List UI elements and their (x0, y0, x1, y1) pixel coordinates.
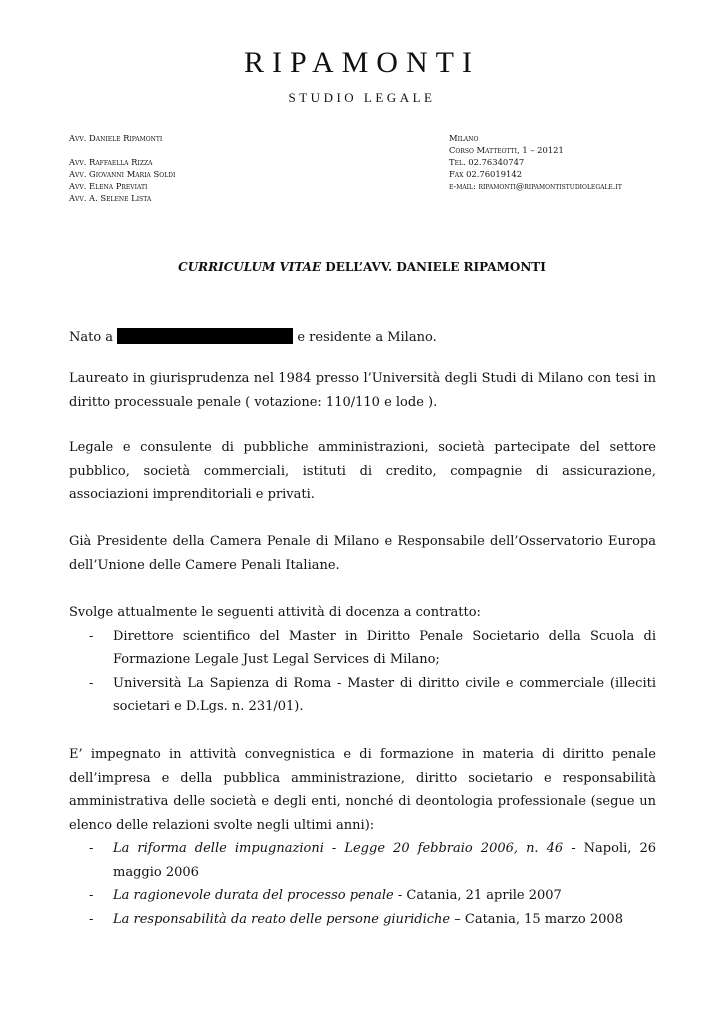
relazione-title: La responsabilità da reato delle persone giuridiche (113, 911, 451, 927)
relazione-sep: – (450, 911, 465, 927)
title-italic: CURRICULUM VITAE (178, 260, 322, 274)
paragraph-presidente: Già Presidente della Camera Penale di Milano e Responsabile dell’Osservatorio Europa dell’Unione delle Camere Penali Italiane. (69, 534, 656, 573)
paragraph-laurea: Laureato in giurisprudenza nel 1984 presso l’Università degli Studi di Milano con tesi in diritto processuale penale ( votazione: 110/110 e lode ). (69, 371, 656, 410)
office-city: Milano (449, 133, 479, 143)
lawyer-primary: Avv. Daniele Ripamonti (69, 133, 163, 143)
relazioni-list (69, 837, 656, 931)
title-rest: DELL’AVV. DANIELE RIPAMONTI (321, 260, 546, 274)
lawyer: Avv. Elena Previati (69, 181, 148, 191)
lawyer: Avv. Giovanni Maria Soldi (69, 169, 176, 179)
dash-bullet: - (89, 841, 94, 856)
list-item (69, 837, 656, 884)
dash-bullet: - (89, 675, 94, 691)
list-item-text: Università La Sapienza di Roma - Master di diritto civile e commerciale (illeciti societari e D.Lgs. n. 231/01). (113, 675, 656, 714)
lawyer: Avv. A. Selene Lista (69, 193, 152, 203)
office-fax: Fax 02.76019142 (449, 169, 523, 179)
firm-name: RIPAMONTI (244, 46, 480, 79)
relazione-detail: Catania, 21 aprile 2007 (406, 888, 562, 903)
paragraph-consulente: Legale e consulente di pubbliche amministrazioni, società partecipate del settore pubblico, società commerciali, istituti di credito, compagnie di assicurazione, associazioni imprenditoriali e privati. (69, 440, 656, 502)
office-email[interactable]: e-mail: ripamonti@ripamontistudiolegale.it (449, 181, 622, 191)
list-item-text: Direttore scientifico del Master in Diritto Penale Societario della Scuola di Formazione Legale Just Legal Services di Milano; (113, 628, 656, 667)
relazione-detail: Napoli, 26 maggio 2006 (113, 841, 656, 880)
list-item (69, 672, 656, 719)
lawyers-column (69, 132, 175, 204)
relazione-title: La riforma delle impugnazioni - Legge 20 febbraio 2006, n. 46 (113, 841, 564, 856)
birth-line (69, 326, 656, 350)
office-tel: Tel. 02.76340747 (449, 157, 525, 167)
redaction-bar (117, 328, 293, 344)
docenza-intro: Svolge attualmente le seguenti attività di docenza a contratto: (69, 605, 481, 620)
convegni-intro: E’ impegnato in attività convegnistica e di formazione in materia di diritto penale dell’impresa e della pubblica amministrazione, diritto societario e responsabilità amministrativa delle società e degli enti, nonché di deontologia professionale (segue un elenco delle relazioni svolte negli ultimi anni): (69, 747, 656, 833)
birth-before: Nato a (69, 330, 118, 345)
relazione-sep: - (563, 841, 584, 856)
lawyer: Avv. Raffaella Rizza (69, 157, 153, 167)
list-item (69, 884, 656, 908)
relazione-sep: - (393, 888, 407, 903)
office-address: Corso Matteotti, 1 – 20121 (449, 145, 564, 155)
docenza-list (69, 625, 656, 719)
dash-bullet: - (89, 888, 94, 903)
dash-bullet: - (89, 911, 94, 927)
office-column (449, 132, 622, 192)
relazione-detail: Catania, 15 marzo 2008 (464, 911, 623, 927)
dash-bullet: - (89, 628, 94, 644)
relazione-title: La ragionevole durata del processo penale (113, 888, 394, 903)
list-item (69, 908, 656, 932)
list-item (69, 625, 656, 672)
birth-after: e residente a Milano. (293, 330, 437, 345)
document-title (0, 260, 724, 274)
docenza-section (69, 601, 656, 719)
firm-subtitle: STUDIO LEGALE (288, 90, 436, 105)
convegni-section (69, 743, 656, 931)
